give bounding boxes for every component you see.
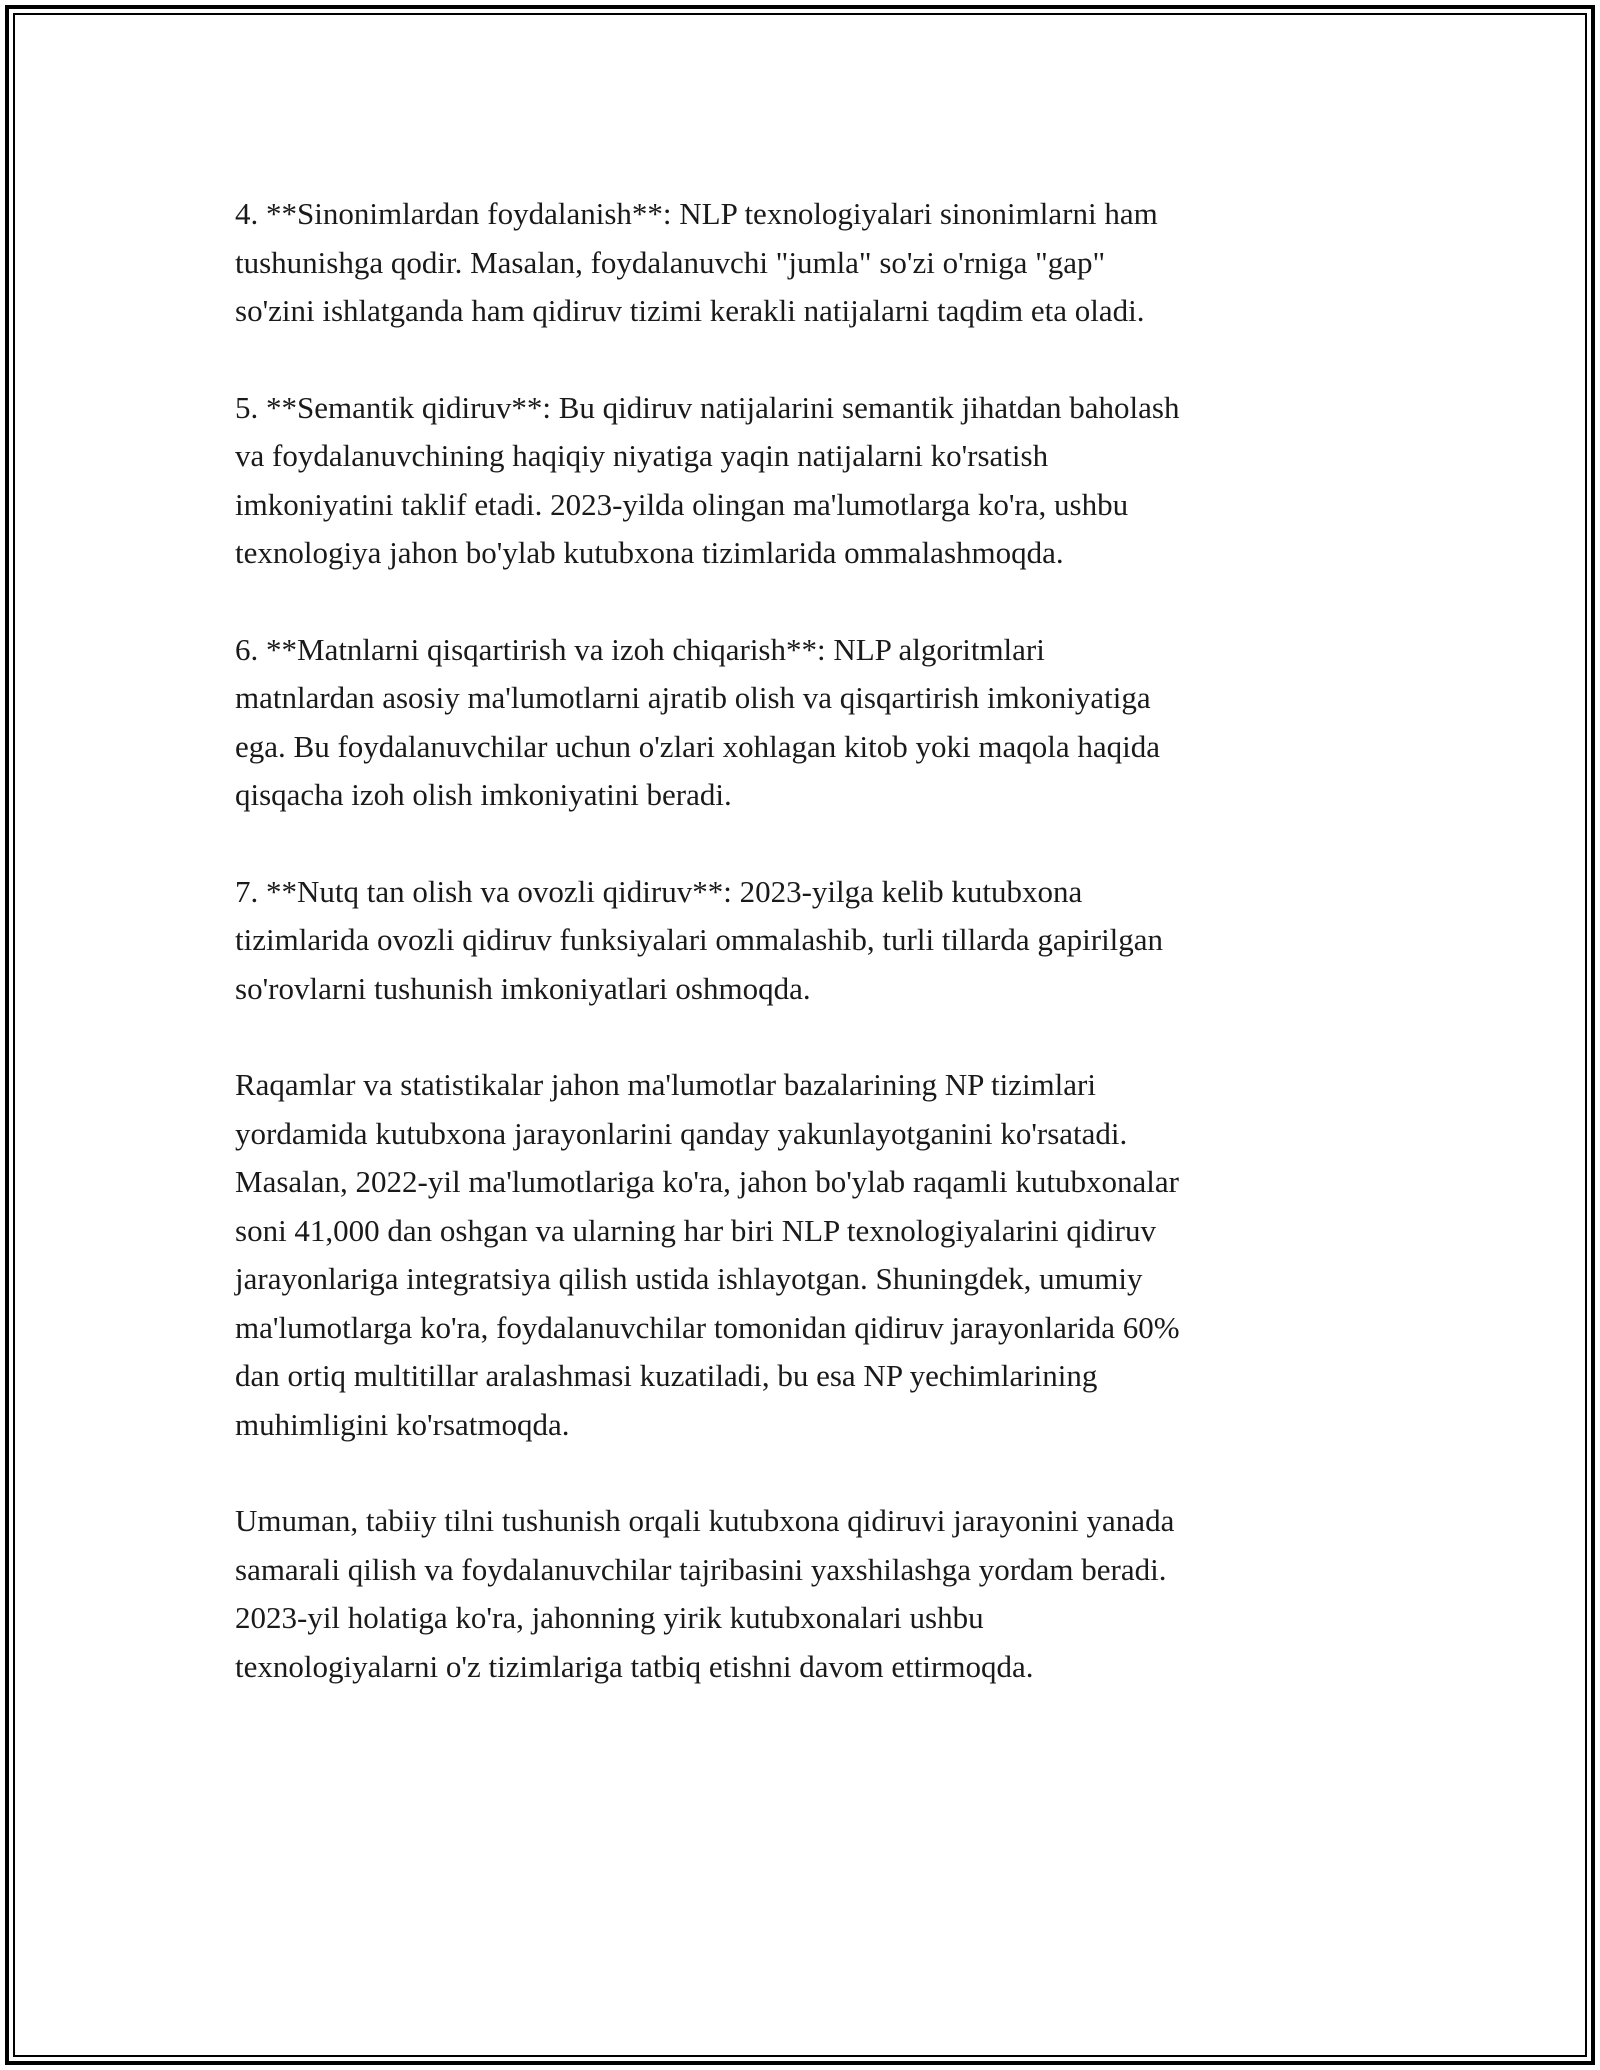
paragraph-voice-search: 7. **Nutq tan olish va ovozli qidiruv**: 2023-yilga kelib kutubxona tizimlarida ovozli qidiruv funksiyalari ommalashib, turli tillarda gapirilgan so'rovlarni tushunish imkoniyatlari oshmoqda. [235, 873, 1164, 1006]
paragraph-text-summarization: 6. **Matnlarni qisqartirish va izoh chiqarish**: NLP algoritmlari matnlardan asosiy ma'lumotlarni ajratib olish va qisqartirish imkoniyatiga ega. Bu foydalanuvchilar uchun o'zlari xohlagan kitob yoki maqola haqida qisqacha izoh olish imkoniyatini beradi. [235, 631, 1160, 812]
paragraph-statistics: Raqamlar va statistikalar jahon ma'lumotlar bazalarining NP tizimlari yordamida kutubxona jarayonlarini qanday yakunlayotganini ko'rsatadi. Masalan, 2022-yil ma'lumotlariga ko'ra, jahon bo'ylab raqamli kutubxonalar soni 41,000 dan oshgan va ularning har biri NLP texnologiyalarini qidiruv jarayonlariga integratsiya qilish ustida ishlayotgan. Shuningdek, umumiy ma'lumotlarga ko'ra, foydalanuvchilar tomonidan qidiruv jarayonlarida 60% dan ortiq multitillar aralashmasi kuzatiladi, bu esa NP yechimlarining muhimligini ko'rsatmoqda. [235, 1067, 1180, 1442]
paragraph-synonyms: 4. **Sinonimlardan foydalanish**: NLP texnologiyalari sinonimlarni ham tushunishga qodir. Masalan, foydalanuvchi "jumla" so'zi o'rniga "gap" so'zini ishlatganda ham qidiruv tizimi kerakli natijalarni taqdim eta oladi. [235, 196, 1158, 328]
document-body [235, 190, 1365, 1739]
paragraph-conclusion: Umuman, tabiiy tilni tushunish orqali kutubxona qidiruvi jarayonini yanada samarali qilish va foydalanuvchilar tajribasini yaxshilashga yordam beradi. 2023-yil holatiga ko'ra, jahonning yirik kutubxonalari ushbu texnologiyalarni o'z tizimlariga tatbiq etishni davom ettirmoqda. [235, 1503, 1175, 1684]
paragraph-semantic-search: 5. **Semantik qidiruv**: Bu qidiruv natijalarini semantik jihatdan baholash va foydalanuvchining haqiqiy niyatiga yaqin natijalarni ko'rsatish imkoniyatini taklif etadi. 2023-yilda olingan ma'lumotlarga ko'ra, ushbu texnologiya jahon bo'ylab kutubxona tizimlarida ommalashmoqda. [235, 389, 1180, 570]
